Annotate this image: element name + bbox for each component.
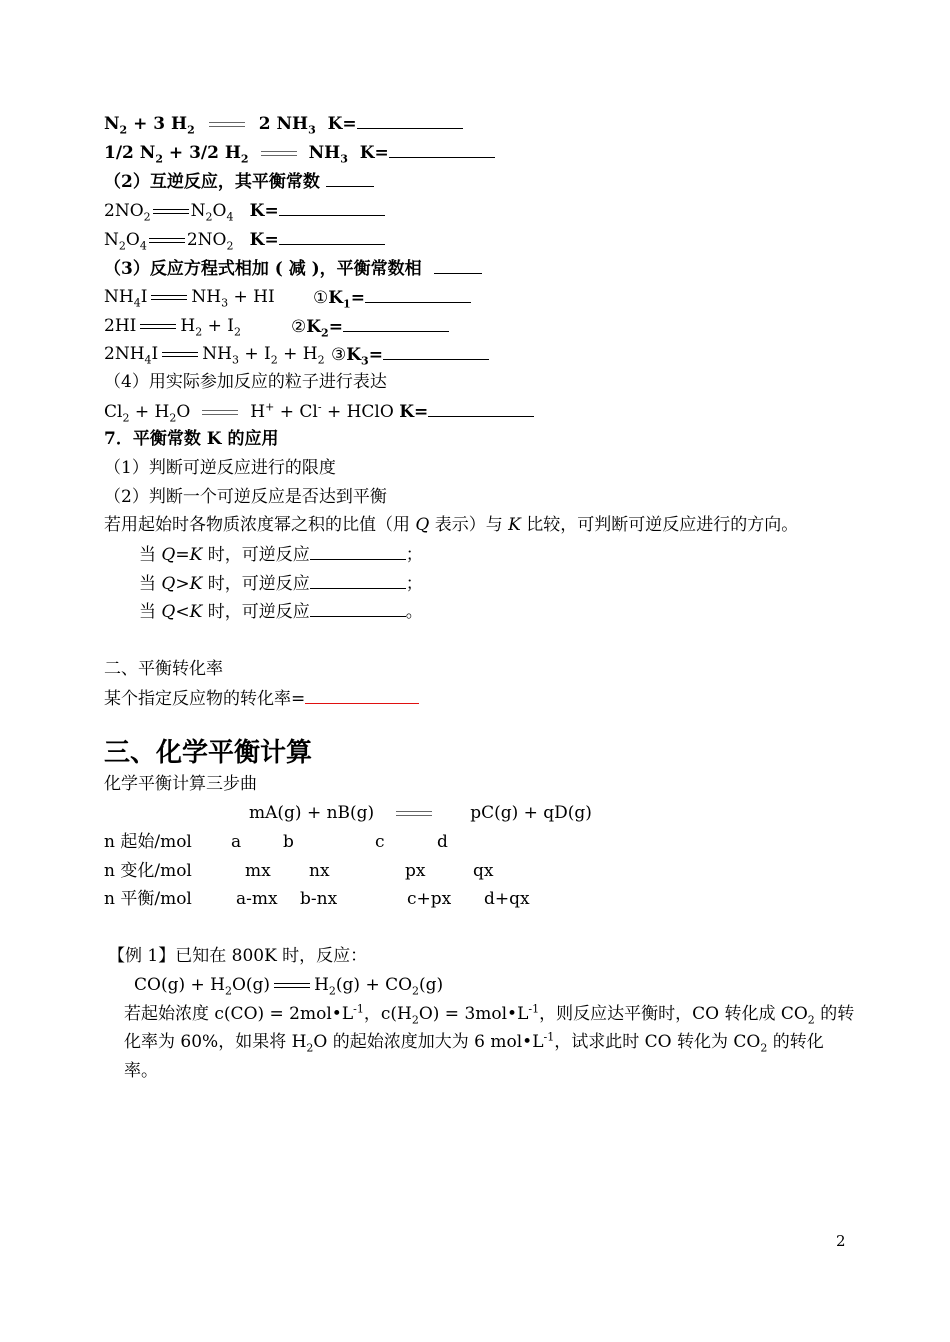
answer-blank[interactable] bbox=[428, 400, 534, 417]
cell: c+px bbox=[407, 889, 452, 909]
answer-blank[interactable] bbox=[383, 343, 489, 360]
cell: mx bbox=[245, 861, 271, 881]
page-number: 2 bbox=[836, 1232, 846, 1250]
equation-nh4i: $NH_4I$ $NH_3$ + HI bbox=[104, 287, 275, 310]
section-heading-calculation: 三、化学平衡计算 bbox=[104, 738, 313, 768]
cell: qx bbox=[473, 861, 494, 881]
answer-blank[interactable] bbox=[310, 600, 406, 617]
reverse-reaction-heading: （2）互逆反应，其平衡常数 bbox=[104, 170, 374, 193]
equilibrium-arrow-icon bbox=[261, 149, 297, 159]
equilibrium-arrow-icon bbox=[202, 408, 238, 418]
cell: nx bbox=[309, 861, 330, 881]
equation-n2o4-no2: $N_2O_4$ $2NO_2$ K= bbox=[104, 228, 385, 251]
example-1-title: 【例 1】已知在 800K 时，反应： bbox=[108, 946, 368, 966]
example-1-text-line-1: 若起始浓度 $c(CO) = 2mol•L^{-1}$，$c(H_2O)$ = $3mol•L^{-1}$，则反应达平衡时，CO 转化成 $CO_2$ 的转 bbox=[124, 1002, 855, 1027]
cell: d bbox=[437, 832, 448, 852]
row-label: n 变化/mol bbox=[104, 861, 192, 881]
cell: a bbox=[231, 832, 242, 852]
row-label: n 起始/mol bbox=[104, 832, 192, 852]
answer-blank[interactable] bbox=[343, 315, 449, 332]
k-application-heading: 7．平衡常数 K 的应用 bbox=[104, 429, 279, 449]
answer-blank[interactable] bbox=[357, 112, 463, 129]
q-k-compare-text: 若用起始时各物质浓度幂之积的比值（用 Q 表示）与 K 比较，可判断可逆反应进行的方向。 bbox=[104, 515, 799, 535]
cell: d+qx bbox=[484, 889, 530, 909]
equation-no2-n2o4: $2NO_2$ $N_2O_4$ K= bbox=[104, 199, 385, 222]
answer-blank[interactable] bbox=[326, 170, 374, 187]
answer-blank[interactable] bbox=[310, 543, 406, 560]
equation-half-n2: 1/2 $N_2 + 3/2$ $H_2$ $NH_3$ K= bbox=[104, 141, 495, 164]
answer-blank[interactable] bbox=[310, 572, 406, 589]
particle-expression-heading: （4）用实际参加反应的粒子进行表达 bbox=[104, 372, 387, 392]
row-label: n 平衡/mol bbox=[104, 889, 192, 909]
equilibrium-arrow-icon bbox=[140, 322, 176, 332]
answer-blank[interactable] bbox=[365, 286, 471, 303]
equation-cl2-h2o: $Cl_2 + H_2O$ H+ + Cl- + HClO K= bbox=[104, 400, 534, 423]
q-greater-k-line: 当 Q>K 时，可逆反应 ； bbox=[139, 574, 423, 594]
q-less-k-line: 当 Q<K 时，可逆反应 。 bbox=[139, 602, 423, 622]
general-equation: mA(g) + nB(g) pC(g) + qD(g) bbox=[249, 803, 592, 823]
equation-2hi: 2HI $H_2 + I_2$ bbox=[104, 316, 241, 339]
k3-label: $③K_3=$ bbox=[331, 343, 489, 366]
cell: px bbox=[405, 861, 426, 881]
equilibrium-arrow-icon bbox=[209, 120, 245, 130]
cell: b bbox=[283, 832, 294, 852]
three-steps-label: 化学平衡计算三步曲 bbox=[104, 774, 257, 794]
answer-blank[interactable] bbox=[305, 687, 419, 704]
answer-blank[interactable] bbox=[389, 141, 495, 158]
example-1-text-line-3: 率。 bbox=[124, 1061, 158, 1081]
section-heading-conversion-rate: 二、平衡转化率 bbox=[104, 659, 223, 679]
judge-limit-item: （1）判断可逆反应进行的限度 bbox=[104, 458, 336, 478]
judge-equilibrium-item: （2）判断一个可逆反应是否达到平衡 bbox=[104, 487, 387, 507]
answer-blank[interactable] bbox=[279, 228, 385, 245]
equilibrium-arrow-icon bbox=[151, 293, 187, 303]
equation-2nh4i: $2NH_4I$ $NH_3 + I_2 + H_2$ bbox=[104, 344, 325, 367]
equation-n2-h2: $N_2 + 3$ $H_2$ 2 $NH_3$ K= bbox=[104, 112, 463, 135]
conversion-rate-formula: 某个指定反应物的转化率= bbox=[104, 687, 419, 710]
cell: a-mx bbox=[236, 889, 278, 909]
answer-blank[interactable] bbox=[434, 257, 482, 274]
equilibrium-arrow-icon bbox=[153, 207, 189, 217]
answer-blank[interactable] bbox=[279, 199, 385, 216]
equilibrium-arrow-icon bbox=[162, 350, 198, 360]
q-equals-k-line: 当 Q=K 时，可逆反应 ； bbox=[139, 545, 423, 565]
equilibrium-arrow-icon bbox=[149, 236, 185, 246]
cell: c bbox=[375, 832, 385, 852]
example-1-text-line-2: 化率为 60%，如果将 $H_2O$ 的起始浓度加大为 6 $mol•L^{-1}$，试求此时 CO 转化为 $CO_2$ 的转化 bbox=[124, 1030, 824, 1055]
equilibrium-arrow-icon bbox=[274, 981, 310, 991]
k2-label: $②K_2=$ bbox=[291, 315, 449, 338]
equilibrium-arrow-icon bbox=[396, 809, 432, 819]
k1-label: $①K_1=$ bbox=[313, 286, 471, 309]
sum-reaction-heading: （3）反应方程式相加 ( 减 )，平衡常数相 bbox=[104, 257, 482, 280]
cell: b-nx bbox=[300, 889, 338, 909]
example-1-equation: $CO(g) + H_2O(g) H_2(g) + CO_2(g)$ bbox=[134, 975, 444, 998]
